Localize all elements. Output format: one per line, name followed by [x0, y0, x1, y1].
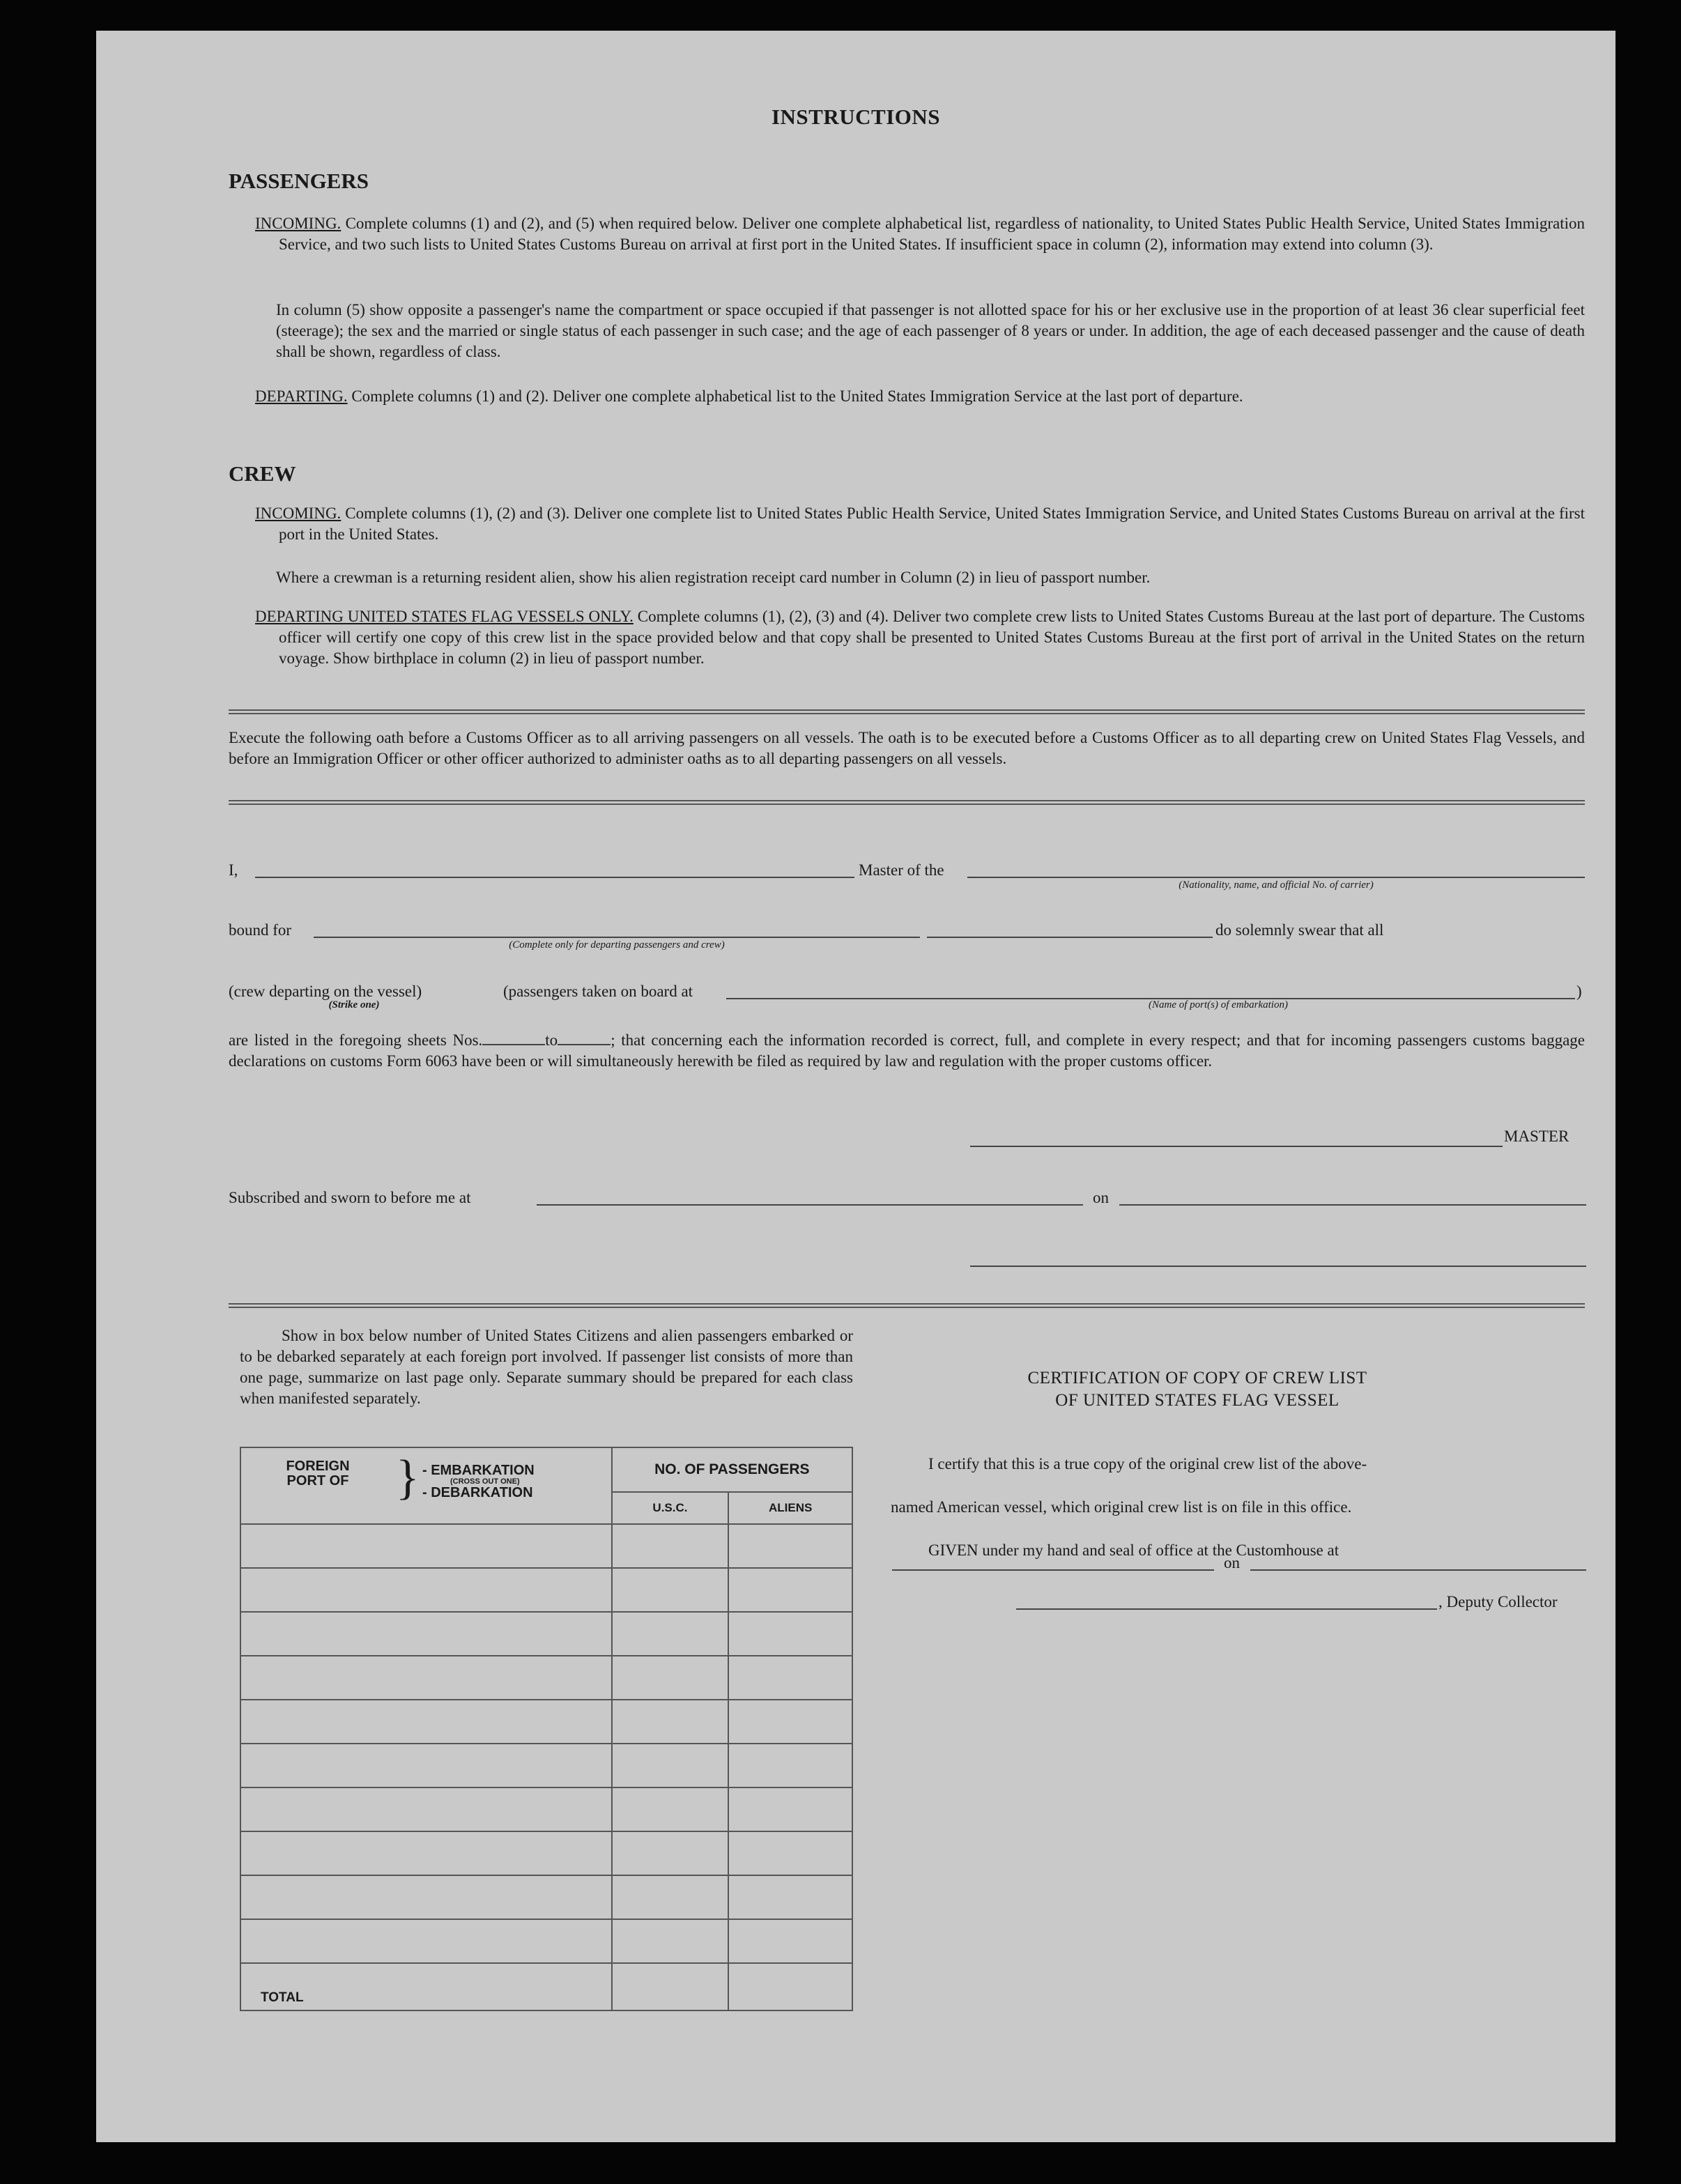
deputy-collector-label: , Deputy Collector [1438, 1593, 1558, 1610]
oath-close-paren: ) [1576, 983, 1582, 1000]
usc-header: U.S.C. [612, 1492, 729, 1524]
subscribed-date-line[interactable] [1119, 1204, 1586, 1206]
table-row [240, 1744, 852, 1787]
table-row [240, 1656, 852, 1700]
certification-title-line1: CERTIFICATION OF COPY OF CREW LIST [1027, 1369, 1367, 1387]
master-name-line[interactable] [255, 877, 854, 878]
certification-on-label: on [1224, 1554, 1240, 1571]
oath-swear: do solemnly swear that all [1215, 921, 1384, 939]
port-cell[interactable] [240, 1831, 612, 1875]
aliens-total-cell[interactable] [728, 1963, 852, 2010]
crew-resident-paragraph: Where a crewman is a returning resident alien, show his alien registration receipt card number in Column (2) in lieu of passport number. [276, 569, 1151, 586]
ports-hint: (Name of port(s) of embarkation) [1149, 999, 1288, 1010]
aliens-header: ALIENS [728, 1492, 852, 1524]
oath-listed-a: are listed in the foregoing sheets Nos. [229, 1031, 483, 1049]
certify-text-b: named American vessel, which original crew list is on file in this office. [891, 1498, 1352, 1516]
certification-date-line[interactable] [1250, 1569, 1586, 1571]
crew-departing-label: DEPARTING UNITED STATES FLAG VESSELS ONLY. [255, 608, 634, 625]
foreign-port-header [240, 1447, 612, 1524]
aliens-cell[interactable] [728, 1919, 852, 1963]
passengers-heading: PASSENGERS [229, 169, 369, 193]
port-cell[interactable] [240, 1787, 612, 1831]
passenger-summary-table [240, 1447, 853, 2011]
crew-incoming-text: Complete columns (1), (2) and (3). Deliver one complete list to United States Public Health Service, United States Immigration Service, and United States Customs Bureau on arrival at the first port in the United States. [279, 505, 1585, 543]
certification-title-line2: OF UNITED STATES FLAG VESSEL [1055, 1391, 1340, 1410]
deputy-signature-line[interactable] [1016, 1608, 1437, 1610]
crew-departing-text: Complete columns (1), (2), (3) and (4). Deliver two complete crew lists to United States Customs Bureau at the last port of departure. The Customs officer will certify one copy of this crew list in the space provided below and that copy shall be presented to United States Customs Bureau at the first port of arrival in the United States on the return voyage. Show birthplace in column (2) in lieu of passport number. [279, 608, 1586, 667]
total-label: TOTAL [240, 1963, 612, 2010]
oath-intro-paragraph: Execute the following oath before a Customs Officer as to all arriving passengers on all vessels. The oath is to be executed before a Customs Officer as to all departing crew on United States Flag Vessels, and before an Immigration Officer or other officer authorized to administer oaths as to all departing passengers on all vessels. [229, 729, 1585, 767]
usc-cell[interactable] [612, 1919, 729, 1963]
aliens-cell[interactable] [728, 1875, 852, 1919]
divider [229, 1303, 1585, 1308]
crew-incoming-paragraph [255, 503, 1585, 545]
passengers-incoming-label: INCOMING. [255, 215, 341, 232]
subscribed-label: Subscribed and sworn to before me at [229, 1189, 471, 1206]
usc-cell[interactable] [612, 1612, 729, 1656]
oath-crew-departing: (crew departing on the vessel) [229, 983, 422, 1000]
given-text: GIVEN under my hand and seal of office at the Customhouse at [928, 1541, 1340, 1559]
usc-cell[interactable] [612, 1656, 729, 1700]
aliens-cell[interactable] [728, 1656, 852, 1700]
passengers-departing-paragraph [255, 386, 1585, 407]
passengers-incoming-text: Complete columns (1) and (2), and (5) when required below. Deliver one complete alphabetical list, regardless of nationality, to United States Public Health Service, United States Immigration Service, and two such lists to United States Customs Bureau on arrival at first port in the United States. If insufficient space in column (2), information may extend into column (3). [279, 215, 1586, 253]
usc-cell[interactable] [612, 1700, 729, 1744]
master-label: MASTER [1504, 1128, 1569, 1145]
subscribed-on-label: on [1093, 1189, 1109, 1206]
oath-passengers-taken: (passengers taken on board at [503, 983, 693, 1000]
passengers-departing-text: Complete columns (1) and (2). Deliver one complete alphabetical list to the United States Immigration Service at the last port of departure. [351, 387, 1243, 405]
oath-listed-to: to [545, 1031, 558, 1049]
aliens-cell[interactable] [728, 1787, 852, 1831]
aliens-cell[interactable] [728, 1700, 852, 1744]
oath-i-label: I, [229, 861, 238, 879]
brace-glyph: } [396, 1451, 420, 1505]
passengers-departing-label: DEPARTING. [255, 387, 348, 405]
divider [229, 709, 1585, 714]
table-row [240, 1875, 852, 1919]
carrier-line[interactable] [967, 877, 1585, 878]
usc-cell[interactable] [612, 1568, 729, 1612]
aliens-cell[interactable] [728, 1612, 852, 1656]
subscribed-place-line[interactable] [537, 1204, 1083, 1206]
no-passengers-header: NO. OF PASSENGERS [612, 1447, 852, 1492]
port-cell[interactable] [240, 1919, 612, 1963]
sheet-from-blank[interactable] [482, 1044, 545, 1045]
usc-cell[interactable] [612, 1875, 729, 1919]
crew-incoming-label: INCOMING. [255, 505, 341, 522]
table-row [240, 1787, 852, 1831]
destination-line-2[interactable] [927, 937, 1213, 938]
port-cell[interactable] [240, 1656, 612, 1700]
customhouse-place-line[interactable] [892, 1569, 1214, 1571]
usc-cell[interactable] [612, 1787, 729, 1831]
port-cell[interactable] [240, 1744, 612, 1787]
strike-one-hint: (Strike one) [328, 999, 380, 1010]
total-row [240, 1963, 852, 2010]
passengers-incoming-paragraph [255, 213, 1585, 255]
aliens-cell[interactable] [728, 1568, 852, 1612]
port-cell[interactable] [240, 1612, 612, 1656]
table-row [240, 1524, 852, 1568]
nationality-hint: (Nationality, name, and official No. of carrier) [1179, 879, 1374, 891]
aliens-cell[interactable] [728, 1831, 852, 1875]
crew-heading: CREW [229, 461, 296, 486]
sheet-to-blank[interactable] [558, 1044, 611, 1045]
foreign-port-label: FOREIGN PORT OF [286, 1459, 350, 1489]
oath-listed-paragraph [229, 1030, 1585, 1072]
embarkation-label: - EMBARKATION [422, 1463, 535, 1478]
port-cell[interactable] [240, 1568, 612, 1612]
certify-text-a: I certify that this is a true copy of the original crew list of the above- [928, 1455, 1367, 1472]
port-cell[interactable] [240, 1875, 612, 1919]
passengers-column5-paragraph: In column (5) show opposite a passenger's name the compartment or space occupied if that passenger is not allotted space for his or her exclusive use in the proportion of at least 36 clear superficial feet (steerage); the sex and the married or single status of each passenger in such case; and the age of each passenger of 8 years or under. In addition, the age of each deceased passenger and the cause of death shall be shown, regardless of class. [276, 301, 1585, 360]
page-title: INSTRUCTIONS [771, 105, 940, 129]
destination-line-1[interactable] [314, 937, 920, 938]
debarkation-label: - DEBARKATION [422, 1485, 533, 1500]
table-row [240, 1612, 852, 1656]
usc-cell[interactable] [612, 1744, 729, 1787]
table-row [240, 1568, 852, 1612]
port-cell[interactable] [240, 1524, 612, 1568]
divider [229, 800, 1585, 805]
embarkation-options [422, 1463, 535, 1500]
oath-bound-for: bound for [229, 921, 292, 939]
officer-signature-line[interactable] [970, 1266, 1586, 1267]
port-cell[interactable] [240, 1700, 612, 1744]
oath-master-of: Master of the [859, 861, 944, 879]
aliens-cell[interactable] [728, 1744, 852, 1787]
usc-cell[interactable] [612, 1831, 729, 1875]
master-signature-line[interactable] [970, 1146, 1503, 1147]
aliens-cell[interactable] [728, 1524, 852, 1568]
document-page [96, 31, 1615, 2142]
certification-title [891, 1367, 1504, 1412]
crew-departing-paragraph [255, 606, 1585, 669]
oath-listed-b: ; that concerning each the information recorded is correct, full, and complete in every respect; and that for incoming passengers customs baggage declarations on customs Form 6063 have been or will simultaneously herewith be filed as required by law and regulation with the proper customs officer. [229, 1031, 1585, 1070]
cross-out-label: (CROSS OUT ONE) [450, 1477, 520, 1486]
table-row [240, 1919, 852, 1963]
table-row [240, 1831, 852, 1875]
usc-cell[interactable] [612, 1524, 729, 1568]
table-row [240, 1700, 852, 1744]
usc-total-cell[interactable] [612, 1963, 729, 2010]
summary-instructions: Show in box below number of United States Citizens and alien passengers embarked or to be debarked separately at each foreign port involved. If passenger list consists of more than one page, summarize on last page only. Separate summary should be prepared for each class when manifested separately. [240, 1327, 853, 1407]
complete-only-hint: (Complete only for departing passengers and crew) [509, 939, 725, 951]
